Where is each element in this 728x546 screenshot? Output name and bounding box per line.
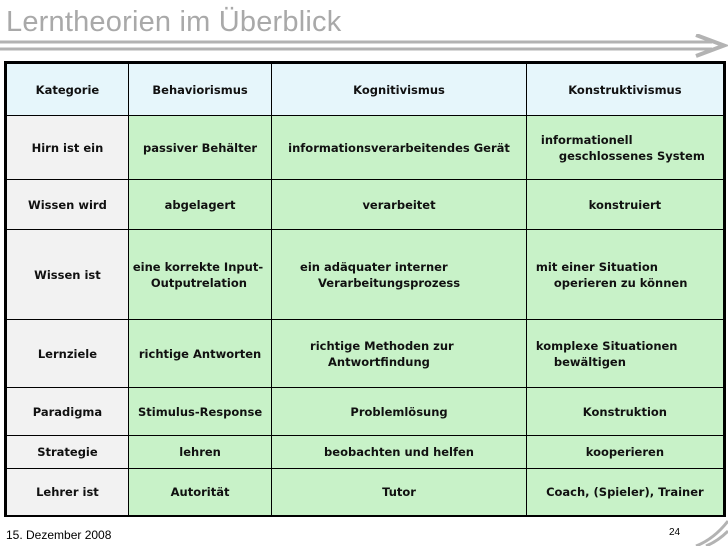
behaviorismus-cell: Stimulus-Response bbox=[128, 388, 271, 436]
category-cell: Lernziele bbox=[7, 320, 129, 388]
konstruktivismus-cell-wrap bbox=[526, 116, 723, 180]
kognitivismus-cell: informationsverarbeitendes Gerät bbox=[272, 116, 527, 180]
arrow-divider-icon bbox=[0, 34, 728, 64]
table-header-row bbox=[7, 64, 724, 116]
table-row bbox=[7, 230, 724, 320]
kognitivismus-cell: beobachten und helfen bbox=[272, 436, 527, 469]
behaviorismus-cell: eine korrekte Input-Outputrelation bbox=[132, 259, 264, 290]
category-cell: Wissen ist bbox=[7, 230, 129, 320]
konstruktivismus-cell: kooperieren bbox=[526, 436, 723, 469]
table-row bbox=[7, 388, 724, 436]
kognitivismus-cell: ein adäquater interner Verarbeitungsprozess bbox=[300, 259, 461, 290]
table-row bbox=[7, 180, 724, 230]
table-row bbox=[7, 436, 724, 469]
header-kognitivismus: Kognitivismus bbox=[272, 64, 527, 116]
behaviorismus-cell-wrap bbox=[128, 230, 271, 320]
category-cell: Paradigma bbox=[7, 388, 129, 436]
behaviorismus-cell: passiver Behälter bbox=[128, 116, 271, 180]
kognitivismus-cell-wrap bbox=[272, 320, 527, 388]
kognitivismus-cell-wrap bbox=[272, 230, 527, 320]
header-behaviorismus: Behaviorismus bbox=[128, 64, 271, 116]
corner-decoration-icon bbox=[694, 519, 728, 546]
theories-table bbox=[4, 61, 726, 517]
kognitivismus-cell: Tutor bbox=[272, 469, 527, 516]
category-cell: Wissen wird bbox=[7, 180, 129, 230]
header-kategorie: Kategorie bbox=[7, 64, 129, 116]
behaviorismus-cell: abgelagert bbox=[128, 180, 271, 230]
konstruktivismus-cell: mit einer Situation operieren zu können bbox=[535, 259, 688, 290]
kognitivismus-cell: verarbeitet bbox=[272, 180, 527, 230]
konstruktivismus-cell: Coach, (Spieler), Trainer bbox=[526, 469, 723, 516]
kognitivismus-cell: richtige Methoden zur Antwortfindung bbox=[310, 338, 454, 369]
konstruktivismus-cell: informationell geschlossenes System bbox=[540, 132, 705, 163]
category-cell: Strategie bbox=[7, 436, 129, 469]
behaviorismus-cell: richtige Antworten bbox=[128, 320, 271, 388]
kognitivismus-cell: Problemlösung bbox=[272, 388, 527, 436]
table-row bbox=[7, 116, 724, 180]
slide-title: Lerntheorien im Überblick bbox=[6, 6, 342, 38]
konstruktivismus-cell-wrap bbox=[526, 320, 723, 388]
category-cell: Lehrer ist bbox=[7, 469, 129, 516]
table-row bbox=[7, 469, 724, 516]
konstruktivismus-cell: Konstruktion bbox=[526, 388, 723, 436]
header-konstruktivismus: Konstruktivismus bbox=[526, 64, 723, 116]
footer-date: 15. Dezember 2008 bbox=[6, 528, 112, 542]
behaviorismus-cell: lehren bbox=[128, 436, 271, 469]
table-row bbox=[7, 320, 724, 388]
konstruktivismus-cell: komplexe Situationen bewältigen bbox=[535, 338, 678, 369]
category-cell: Hirn ist ein bbox=[7, 116, 129, 180]
konstruktivismus-cell-wrap bbox=[526, 230, 723, 320]
konstruktivismus-cell: konstruiert bbox=[526, 180, 723, 230]
page-number: 24 bbox=[669, 527, 681, 538]
behaviorismus-cell: Autorität bbox=[128, 469, 271, 516]
